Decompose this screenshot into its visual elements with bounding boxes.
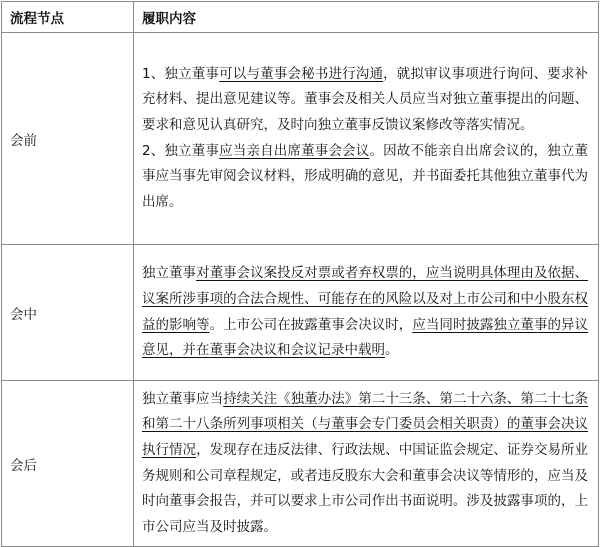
content-paragraph [142, 139, 588, 216]
text-run: 独立董事应当 [142, 390, 224, 407]
table-row-before-meeting [2, 33, 599, 245]
duty-table [1, 1, 599, 547]
table-row-after-meeting [2, 381, 599, 547]
header-content: 履职内容 [134, 2, 599, 33]
content-cell [134, 33, 599, 245]
stage-cell: 会后 [2, 381, 134, 547]
text-run: 。 [385, 342, 399, 359]
content-cell [134, 245, 599, 381]
underlined-text: 应当亲自出席董事会会议 [219, 142, 370, 159]
content-paragraph [142, 387, 588, 541]
text-run: 2、独立董事 [142, 142, 220, 159]
header-stage: 流程节点 [2, 2, 134, 33]
table-row-during-meeting [2, 245, 599, 381]
table-header-row [2, 2, 599, 33]
underlined-text: 应当同时披露独立董事的异议意见，并在董事会决议和会议记录中载明 [142, 316, 588, 359]
content-cell [134, 381, 599, 547]
content-paragraph [142, 62, 588, 139]
text-run: 1、独立董事 [142, 65, 220, 82]
underlined-text: 可以与董事会秘书进行沟通 [219, 65, 384, 82]
text-run: 。上市公司在披露董事会决议时， [209, 316, 413, 333]
underlined-text: 持续关注《独董办法》第二十三条、第二十六条、第二十七条和第二十八条所列事项相关（与董事会专门委员会相关职责）的董事会决议执行情况 [142, 390, 588, 458]
text-run: ，发现存在违反法律、行政法规、中国证监会规定、证券交易所业务规则和公司章程规定，或者违反股东大会和董事会决议等情形的，应当及时向董事会报告，并可以要求上市公司作出书面说明。涉及披露事项的，上市公司应当及时披露。 [142, 441, 588, 535]
text-run: 。因故不能亲自出席会议的，独立董事应当事先审阅会议材料，形成明确的意见，并书面委托其他独立董事代为出席。 [142, 142, 589, 210]
text-run: ，就拟审议事项进行询问、要求补充材料、提出意见建议等。董事会及相关人员应当对独立董事提出的问题、要求和意见认真研究，及时向独立董事反馈议案修改等落实情况。 [142, 65, 589, 133]
underlined-text: 对董事会议案投反对票或者弃权票的，应当说明具体理由及依据、议案所涉事项的合法合规性、可能存在的风险以及对上市公司和中小股东权益的影响等 [142, 265, 588, 333]
text-run: 独立董事 [142, 265, 197, 282]
stage-cell: 会前 [2, 33, 134, 245]
content-paragraph [142, 261, 588, 363]
stage-cell: 会中 [2, 245, 134, 381]
